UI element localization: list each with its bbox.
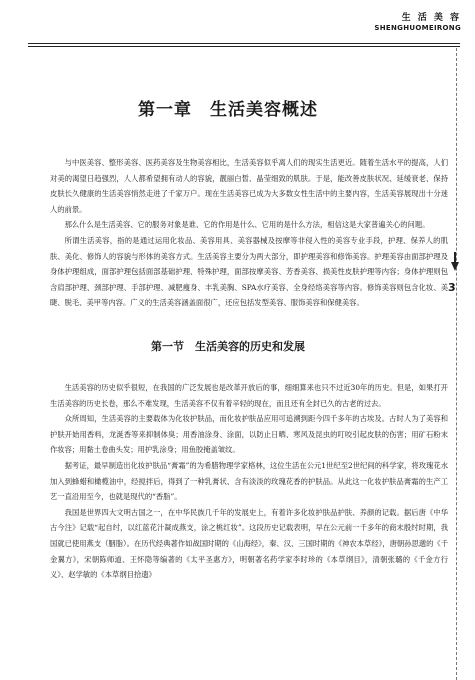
page-number: 3: [448, 281, 456, 294]
arrow-down-icon: [451, 262, 459, 271]
intro-paragraph: 所谓生活美容，指的是通过运用化妆品、美容用具、美容器械及按摩等非侵入性的美容专业手段，护理、保养人的肌肤、美化、修饰人的容貌与形体的美容方式。生活美容主要分为两大部分，即护理美容和修饰美容。护理美容由面部护理及身体护理组成，面部护理包括面部基础护理、特殊护理，面部按摩美容、芳香美容、损美性皮肤护理等内容；身体护理则包含肩部护理、颈部护理、手部护理、减肥瘦身、丰乳美胸、SPA水疗美容、全身经络美容等内容。修饰美容则包含化妆、美睫、脱毛、美甲等内容。广义的生活美容涵盖面很广，还应包括发型美容、服饰美容和保健美容。: [50, 235, 448, 308]
margin-dashed-line: [456, 48, 457, 680]
intro-paragraph: 与中医美容、整形美容、医药美容及生物美容相比，生活美容似乎离人们的现实生活更近。随着生活水平的提高，人们对美的渴望日趋强烈，人人都希望拥有动人的容貌，靓丽白皙、晶莹细致的肌肤。于是，能改善皮肤状况、延缓衰老、保持皮肤长久健康的生活美容悄然走进了千家万户。现在生活美容已成为大多数女性生活中的主要内容，生活美容展现出十分迷人的前景。: [50, 158, 448, 214]
running-header-pinyin: SHENGHUOMEIRONG: [374, 24, 461, 32]
header-rule: [28, 43, 460, 44]
header-rule-thin: [28, 46, 460, 47]
intro-paragraph: 那么什么是生活美容、它的服务对象是谁、它的作用是什么、它用的是什么方法，相信这是大家普遍关心的问题。: [64, 220, 430, 230]
section-title: 第一节 生活美容的历史和发展: [151, 340, 305, 353]
history-paragraph: 众所周知，生活美容的主要载体为化妆护肤品，而化妆护肤品应用可追溯到距今四千多年的古埃及。古时人为了美容和护肤开始用香料，龙涎香等来抑制体臭；用香油涂身、涂面，以防止日晒、寒风及昆虫的叮咬引起皮肤的伤害；用矿石粉末作妆容；用黏土卷曲头发；用护乳涂身；用鱼胶掩盖皱纹。: [50, 414, 448, 455]
history-paragraph: 生活美容的历史似乎很短，在我国的广泛发展也是改革开放后的事，细细算来也只不过近30年的历史。但是，如果打开生活美容的历史长卷，那么不难发现，生活美容不仅有着辛轻的现在，而且还有全封已久的古老的过去。: [50, 383, 448, 408]
running-header: [374, 10, 461, 32]
chapter-title: 第一章 生活美容概述: [138, 100, 318, 120]
intro-body: [50, 155, 448, 311]
running-header-title: 生 活 美 容: [401, 13, 461, 23]
history-paragraph: 我国是世界四大文明古国之一，在中华民族几千年的发展史上，有着许多化妆护肤品护肤、养颜的记载。据后唐《中华古今注》记载“起自纣，以红蓝花汁凝成燕支，涂之桃红妆”。这段历史记载表明，早在公元前一千多年的商末殷纣时期，我国就已使用燕支（胭脂）。在历代经典著作如战国时期的《山海经》，秦、汉、三国时期的《神农本草经》，唐朝孙思邈的《千金翼方》，宋朝陈师道、王怀隐等编著的《太平圣惠方》，明朝著名药学家李时珍的《本草纲目》，清朝张璐的《千金方行义》、赵学敏的《本草纲目拾遗》: [50, 507, 448, 580]
history-body: [50, 380, 448, 583]
history-paragraph: 据考证，最早制造出化妆护肤品“膏霜”的为希腊物理学家格林，这位生活在公元1世纪至2世纪间的科学家，将玫瑰花水加入到蜂蜡和橄榄油中，经搅拌后，得到了一种乳膏状、含有淡淡的玫瑰花香的护肤品。从此这一化妆护肤品膏霜的生产工艺一直沿用至今，也就是现代的“香脂”。: [50, 460, 448, 502]
